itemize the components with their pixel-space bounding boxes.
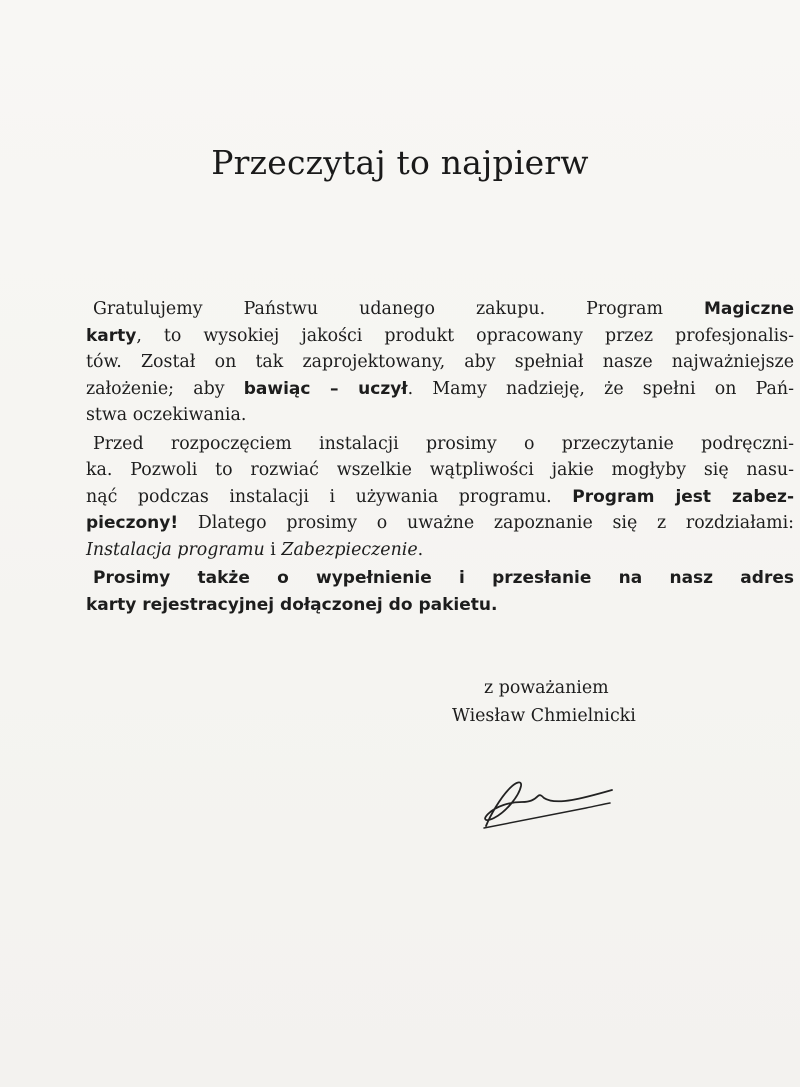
text-line xyxy=(86,323,794,350)
closing-greeting: z poważaniem xyxy=(484,678,609,698)
text-line xyxy=(86,510,794,537)
product-name-bold: Magiczne xyxy=(704,299,794,319)
paragraph-instructions xyxy=(86,431,794,564)
page-title: Przeczytaj to najpierw xyxy=(211,143,589,182)
product-name-bold: karty xyxy=(86,325,137,346)
chapter-reference-italic: Instalacja programu xyxy=(86,539,265,560)
text-run: , to wysokiej jakości produkt opracowany przez profesjonalis- xyxy=(136,325,794,346)
text-line: tów. Został on tak zaprojektowany, aby spełniał nasze najważniejsze xyxy=(86,352,794,372)
protection-notice-bold: pieczony! xyxy=(86,513,179,533)
chapter-reference-italic: Zabezpieczenie xyxy=(281,539,418,560)
text-line: stwa oczekiwania. xyxy=(86,405,247,425)
text-run: Gratulujemy Państwu udanego zakupu. Program xyxy=(93,299,704,319)
text-run: założenie; aby xyxy=(86,378,244,399)
motto-bold: bawiąc – uczył xyxy=(243,378,408,399)
paragraph-intro xyxy=(86,296,794,429)
text-run: . Mamy nadzieję, że spełni on Pań- xyxy=(407,378,794,399)
text-run: . xyxy=(417,539,424,560)
text-line: ka. Pozwoli to rozwiać wszelkie wątpliwości jakie mogłyby się nasu- xyxy=(86,460,794,480)
text-line: Przed rozpoczęciem instalacji prosimy o przeczytanie podręczni- xyxy=(93,433,794,454)
handwritten-signature xyxy=(476,772,616,832)
document-body xyxy=(86,296,794,618)
text-line xyxy=(86,296,794,323)
text-line xyxy=(86,376,794,403)
text-line xyxy=(86,484,794,511)
signatory-name: Wiesław Chmielnicki xyxy=(452,706,636,726)
text-run: i xyxy=(264,539,282,560)
text-line xyxy=(86,537,794,564)
text-line: Prosimy także o wypełnienie i przesłanie na nasz adres xyxy=(93,568,794,588)
text-run: Dlatego prosimy o uważne zapoznanie się z rozdziałami: xyxy=(178,513,794,533)
text-line: karty rejestracyjnej dołączonej do pakietu. xyxy=(86,594,498,615)
protection-notice-bold: Program jest zabez- xyxy=(572,486,794,507)
text-run: nąć podczas instalacji i używania programu. xyxy=(86,486,573,507)
paragraph-registration xyxy=(86,565,794,618)
